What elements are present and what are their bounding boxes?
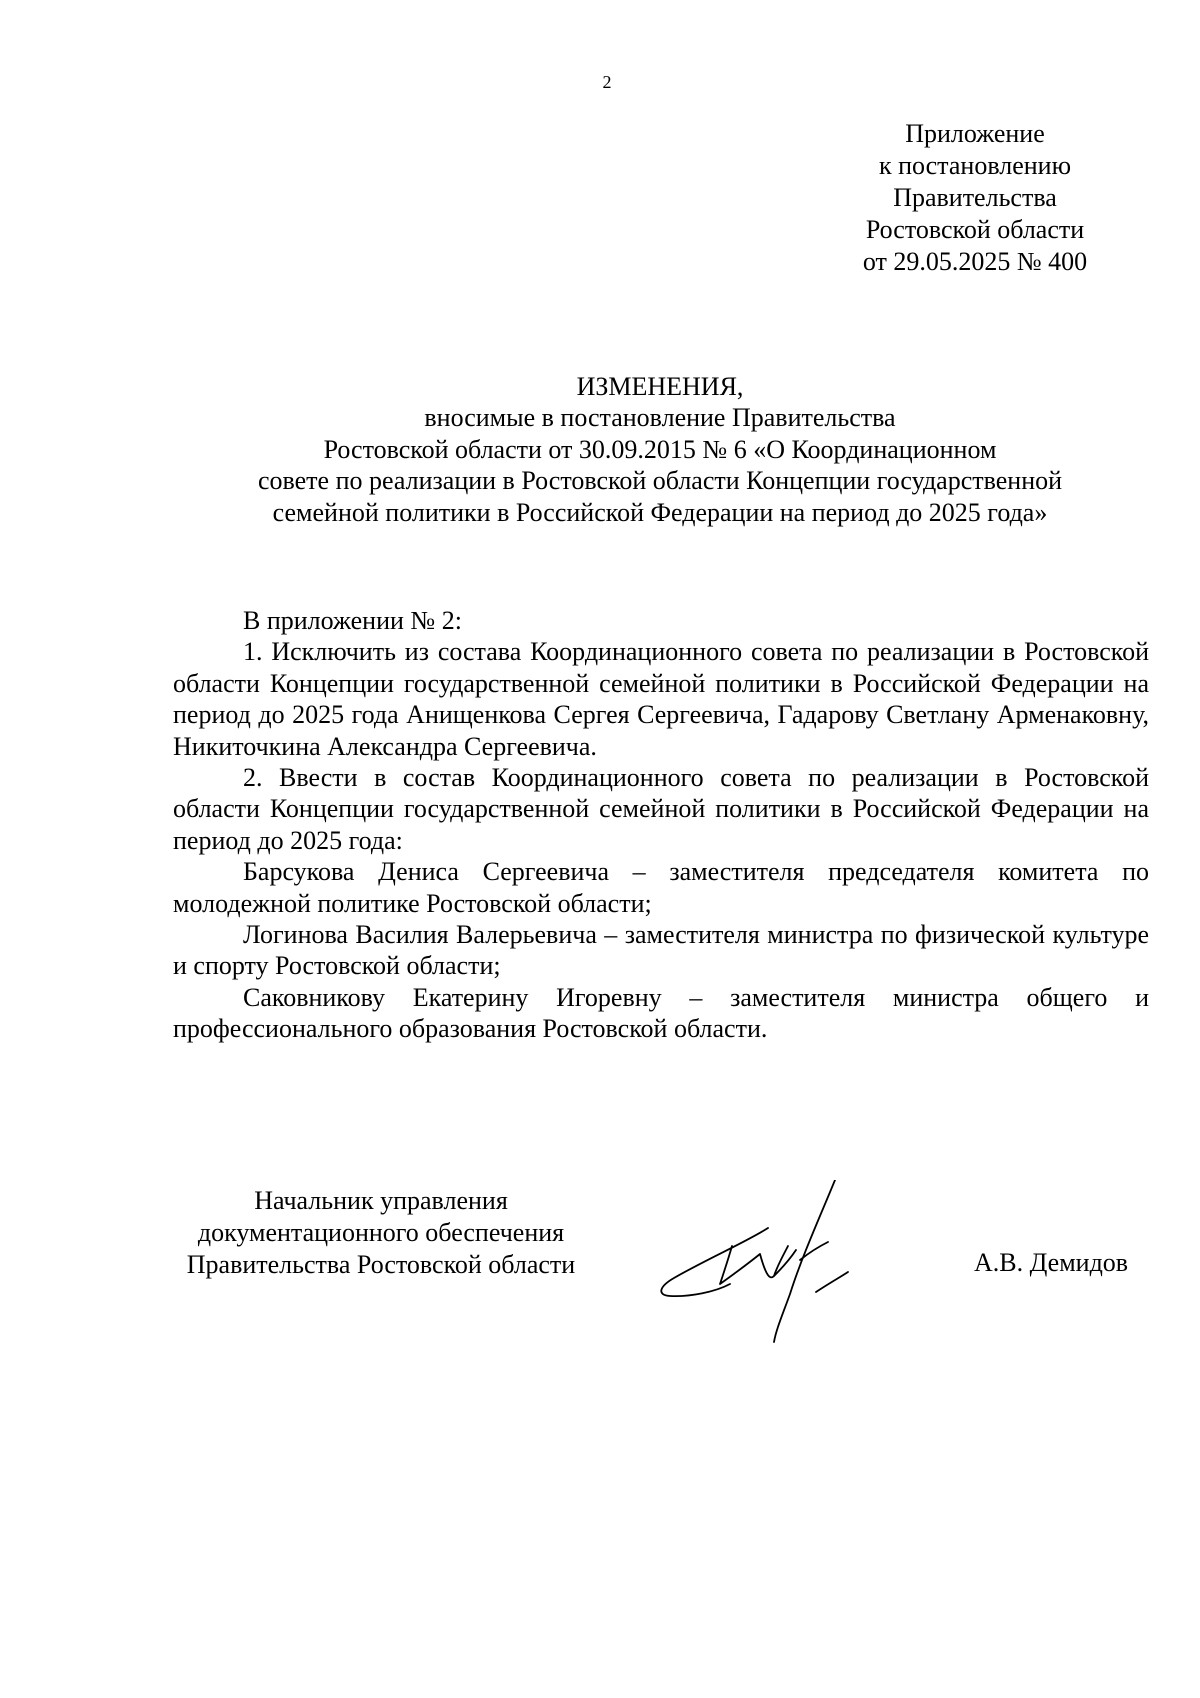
document-body [173, 605, 1149, 1045]
body-paragraph: Саковникову Екатерину Игоревну – заместителя министра общего и профессионального образования Ростовской области. [173, 982, 1149, 1044]
signatory-name: А.В. Демидов [974, 1248, 1129, 1277]
appendix-reference [852, 118, 1098, 278]
appendix-line: к постановлению [878, 151, 1072, 180]
appendix-line: от 29.05.2025 № 400 [862, 247, 1088, 276]
appendix-line: Правительства [893, 183, 1057, 212]
document-title [160, 371, 1160, 528]
signatory-position-line: Начальник управления [254, 1186, 508, 1215]
body-paragraph: 2. Ввести в состав Координационного совета по реализации в Ростовской области Концепции государственной семейной политики в Российской Федерации на период до 2025 года: [173, 763, 1149, 855]
page-number: 2 [602, 72, 612, 92]
handwritten-signature [650, 1180, 940, 1350]
title-heading: ИЗМЕНЕНИЯ, [576, 372, 744, 401]
signatory-position-line: Правительства Ростовской области [186, 1250, 576, 1279]
body-paragraph: Барсукова Дениса Сергеевича – заместителя председателя комитета по молодежной политике Ростовской области; [173, 857, 1149, 918]
signatory-position-line: документационного обеспечения [197, 1218, 565, 1247]
body-paragraph: 1. Исключить из состава Координационного совета по реализации в Ростовской области Концепции государственной семейной политики в Российской Федерации на период до 2025 года Анищенкова Сергея Сергеевича, Гадарову Светлану Арменаковну, Никиточкина Александра Сергеевича. [173, 637, 1149, 761]
appendix-line: Ростовской области [865, 215, 1085, 244]
title-line: вносимые в постановление Правительства [424, 403, 896, 433]
title-line: семейной политики в Российской Федерации на период до 2025 года» [272, 497, 1048, 527]
signatory-position [160, 1185, 602, 1281]
body-paragraph: Логинова Василия Валерьевича – заместителя министра по физической культуре и спорту Ростовской области; [173, 920, 1149, 981]
appendix-line: Приложение [905, 119, 1045, 148]
title-line: Ростовской области от 30.09.2015 № 6 «О Координационном [323, 434, 997, 464]
title-line: совете по реализации в Ростовской области Концепции государственной [257, 466, 1063, 496]
body-intro: В приложении № 2: [243, 606, 462, 635]
